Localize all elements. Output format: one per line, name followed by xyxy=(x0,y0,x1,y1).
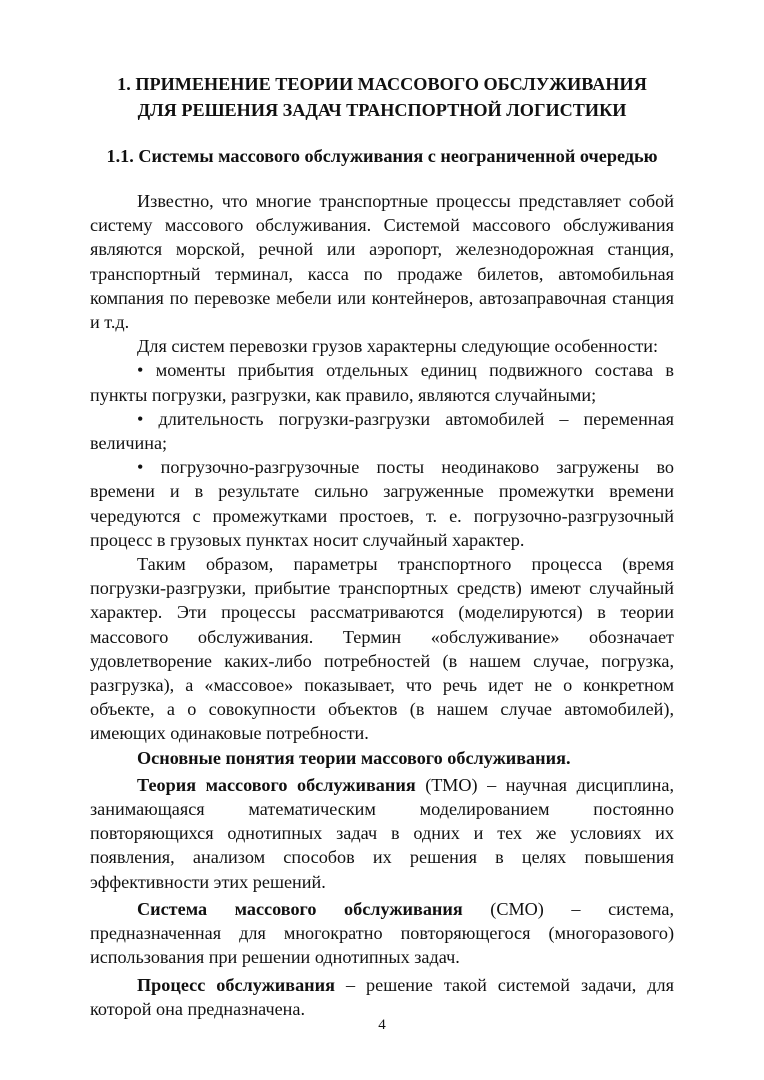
definition-smo xyxy=(90,897,674,970)
basic-concepts-heading-text: Основные понятия теории массового обслуживания. xyxy=(137,747,571,768)
bullet-item-3-text: погрузочно-разгрузочные посты неодинаково загружены во времени и в результате сильно загруженные промежутки времени чередуются с промежутками простоев, т. е. погрузочно-разгрузочный процесс в грузовых пунктах носит случайный характер. xyxy=(90,457,675,550)
definition-tmo-text: (ТМО) – научная дисциплина, занимающаяся математическим моделированием постоянно повторяющихся однотипных задач в одних и тех же условиях их появления, анализом способов их решения в целях повышения эффективности этих решений. xyxy=(90,774,674,892)
paragraph-summary: Таким образом, параметры транспортного процесса (время погрузки-разгрузки, прибытие транспортных средств) имеют случайный характер. Эти процессы рассматриваются (моделируются) в теории массового обслуживания. Термин «обслуживание» обозначает удовлетворение каких-либо потребностей (в нашем случае, погрузка, разгрузка), а «массовое» показывает, что речь идет не о конкретном объекте, а о совокупности объектов (в нашем случае автомобилей), имеющих одинаковые потребности. xyxy=(90,554,674,744)
definition-process xyxy=(90,973,674,1021)
definition-process-text: – решение такой системой задачи, для которой она предназначена. xyxy=(90,974,674,1019)
definition-smo-term: Система массового обслуживания xyxy=(137,898,463,919)
body-text xyxy=(90,189,674,1021)
basic-concepts-heading xyxy=(90,746,674,770)
chapter-title-line-1: 1. ПРИМЕНЕНИЕ ТЕОРИИ МАССОВОГО ОБСЛУЖИВАНИЯ xyxy=(117,74,647,94)
definition-smo-text: (СМО) – система, предназначенная для многократно повторяющегося (многоразового) использования при решении однотипных задач. xyxy=(90,898,674,968)
bullet-item-2 xyxy=(90,407,674,455)
definition-process-term: Процесс обслуживания xyxy=(137,974,335,995)
bullet-item-1 xyxy=(90,358,674,406)
paragraph-intro: Известно, что многие транспортные процессы представляет собой систему массового обслуживания. Системой массового обслуживания являются морской, речной или аэропорт, железнодорожная станция, транспортный терминал, касса по продаже билетов, автомобильная компания по перевозке мебели или контейнеров, автозаправочная станция и т.д. xyxy=(90,191,674,333)
bullet-icon: • xyxy=(137,360,144,381)
section-title: 1.1. Системы массового обслуживания с неограниченной очередью xyxy=(106,146,658,166)
bullet-icon: • xyxy=(137,457,144,478)
bullet-item-2-text: длительность погрузки-разгрузки автомобилей – переменная величина; xyxy=(90,408,675,454)
paragraph-features-lead: Для систем перевозки грузов характерны следующие особенности: xyxy=(137,336,659,357)
chapter-title xyxy=(90,71,674,123)
page-number: 4 xyxy=(378,1017,386,1033)
definition-tmo-term: Теория массового обслуживания xyxy=(137,774,416,795)
bullet-icon: • xyxy=(137,408,144,429)
bullet-item-1-text: моменты прибытия отдельных единиц подвижного состава в пункты погрузки, разгрузки, как правило, являются случайными; xyxy=(90,360,674,405)
chapter-title-line-2: ДЛЯ РЕШЕНИЯ ЗАДАЧ ТРАНСПОРТНОЙ ЛОГИСТИКИ xyxy=(137,100,627,120)
bullet-item-3 xyxy=(90,455,674,552)
definition-tmo xyxy=(90,773,674,894)
